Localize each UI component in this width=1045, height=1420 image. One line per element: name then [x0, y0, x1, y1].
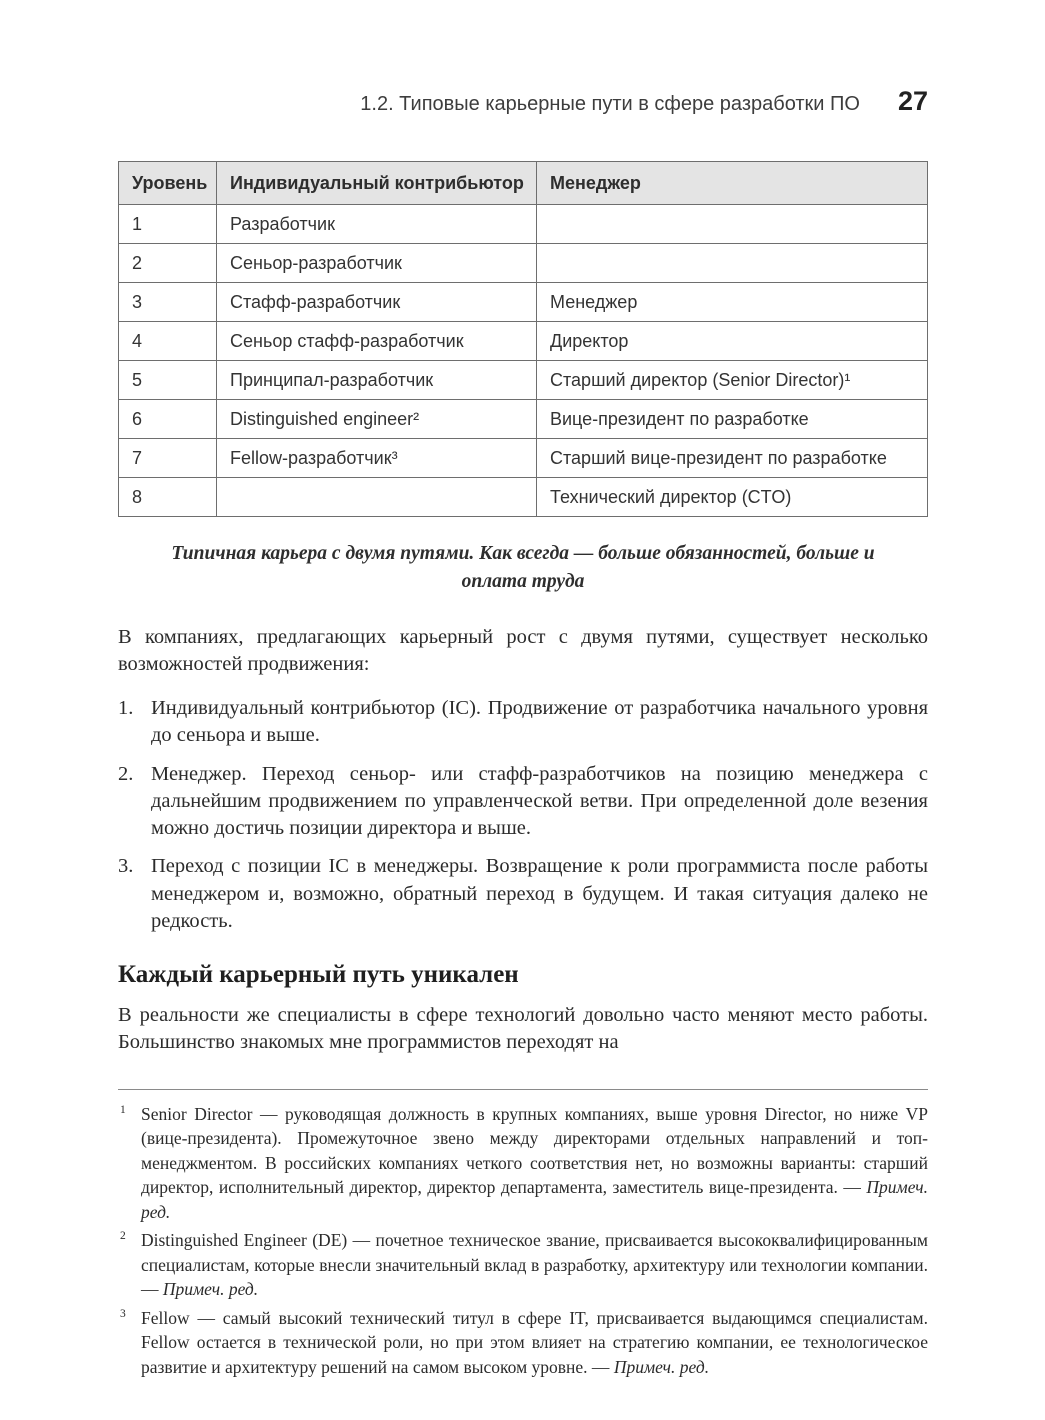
table-cell: 5 [119, 361, 217, 400]
footnote-divider [118, 1089, 928, 1090]
page-number: 27 [897, 86, 928, 116]
table-header-cell-level: Уровень [119, 162, 217, 205]
table-row [119, 322, 928, 361]
footnote-marker: 1 [120, 1103, 126, 1116]
table-cell [537, 244, 928, 283]
table-cell: Разработчик [217, 205, 537, 244]
table-row [119, 400, 928, 439]
table-cell: 1 [119, 205, 217, 244]
table-cell: 4 [119, 322, 217, 361]
table-caption: Типичная карьера с двумя путями. Как всегда — больше обязанностей, больше и оплата труда [171, 543, 875, 593]
table-cell: Директор [537, 322, 928, 361]
table-cell: Стафф-разработчик [217, 283, 537, 322]
footnote-editor-note: Примеч. ред. [162, 1279, 259, 1300]
footnote [118, 1306, 928, 1380]
list-item-number: 3. [118, 855, 134, 878]
footnote-text: Senior Director — руководящая должность в крупных компаниях, выше уровня Director, но ниже VP (вице-президента). Промежуточное звено между директорами отдельных направлений и топ-менеджментом. В российских компаниях четкого соответствия нет, но возможны варианты: старший директор, исполнительный директор, директор департамента, заместитель вице-президента. — [141, 1103, 928, 1198]
table-cell: Принципал-разработчик [217, 361, 537, 400]
list-item [118, 761, 928, 843]
table-header-cell-manager: Менеджер [537, 162, 928, 205]
table-row [119, 439, 928, 478]
list-item [118, 695, 928, 750]
footnote [118, 1228, 928, 1302]
table-cell: 3 [119, 283, 217, 322]
intro-paragraph: В компаниях, предлагающих карьерный рост с двумя путями, существует несколько возможностей продвижения: [118, 625, 928, 675]
table-cell: 7 [119, 439, 217, 478]
footnote-text: Distinguished Engineer (DE) — почетное техническое звание, присваивается высококвалифицированным специалистам, которые внесли значительный вклад в разработку, архитектуру или технологии компании. — [141, 1230, 928, 1300]
table-cell: Старший вице-президент по разработке [537, 439, 928, 478]
list-item [118, 853, 928, 935]
table-cell [217, 478, 537, 517]
table-header-cell-ic: Индивидуальный контрибьютор [217, 162, 537, 205]
footnote-marker: 2 [120, 1230, 126, 1243]
table-row [119, 283, 928, 322]
footnotes [118, 1102, 928, 1380]
table-cell: 2 [119, 244, 217, 283]
table-cell: 6 [119, 400, 217, 439]
table-cell: Менеджер [537, 283, 928, 322]
list-item-text: Менеджер. Переход сеньор- или стафф-разработчиков на позицию менеджера с дальнейшим продвижением по управленческой ветви. При определенной доле везения можно достичь позиции директора и выше. [151, 762, 928, 840]
footnote-editor-note: Примеч. ред. [613, 1356, 710, 1377]
table-cell: 8 [119, 478, 217, 517]
table-cell: Distinguished engineer² [217, 400, 537, 439]
footnote-text: Fellow — самый высокий технический титул в сфере IT, присваивается выдающимся специалистам. Fellow остается в технической роли, но при этом влияет на стратегию компании, ее технологическое развитие и архитектуру решений на самом высоком уровне. — [141, 1307, 928, 1377]
table-cell [537, 205, 928, 244]
list-item-text: Индивидуальный контрибьютор (IC). Продвижение от разработчика начального уровня до сеньора и выше. [151, 697, 928, 747]
table-header-row [119, 162, 928, 205]
career-paths-table [118, 161, 928, 517]
footnote [118, 1102, 928, 1225]
table-row [119, 478, 928, 517]
list-item-number: 1. [118, 697, 134, 720]
table-row [119, 205, 928, 244]
table-cell: Сеньор-разработчик [217, 244, 537, 283]
table-cell: Сеньор стафф-разработчик [217, 322, 537, 361]
table-cell: Старший директор (Senior Director)¹ [537, 361, 928, 400]
numbered-list [118, 695, 928, 935]
footnote-marker: 3 [120, 1307, 126, 1320]
footnote-editor-note: Примеч. ред. [141, 1177, 928, 1222]
list-item-number: 2. [118, 762, 134, 785]
table-row [119, 244, 928, 283]
running-head-title: 1.2. Типовые карьерные пути в сфере разработки ПО [360, 93, 860, 115]
list-item-text: Переход с позиции IC в менеджеры. Возвращение к роли программиста после работы менеджером и, возможно, обратный переход в будущем. И такая ситуация далеко не редкость. [151, 855, 928, 932]
section-heading: Каждый карьерный путь уникален [118, 961, 519, 989]
table-cell: Вице-президент по разработке [537, 400, 928, 439]
running-head [118, 86, 928, 117]
table-cell: Fellow-разработчик³ [217, 439, 537, 478]
table-row [119, 361, 928, 400]
table-cell: Технический директор (CTO) [537, 478, 928, 517]
body-paragraph: В реальности же специалисты в сфере технологий довольно часто меняют место работы. Большинство знакомых мне программистов переходят на [118, 1004, 928, 1054]
